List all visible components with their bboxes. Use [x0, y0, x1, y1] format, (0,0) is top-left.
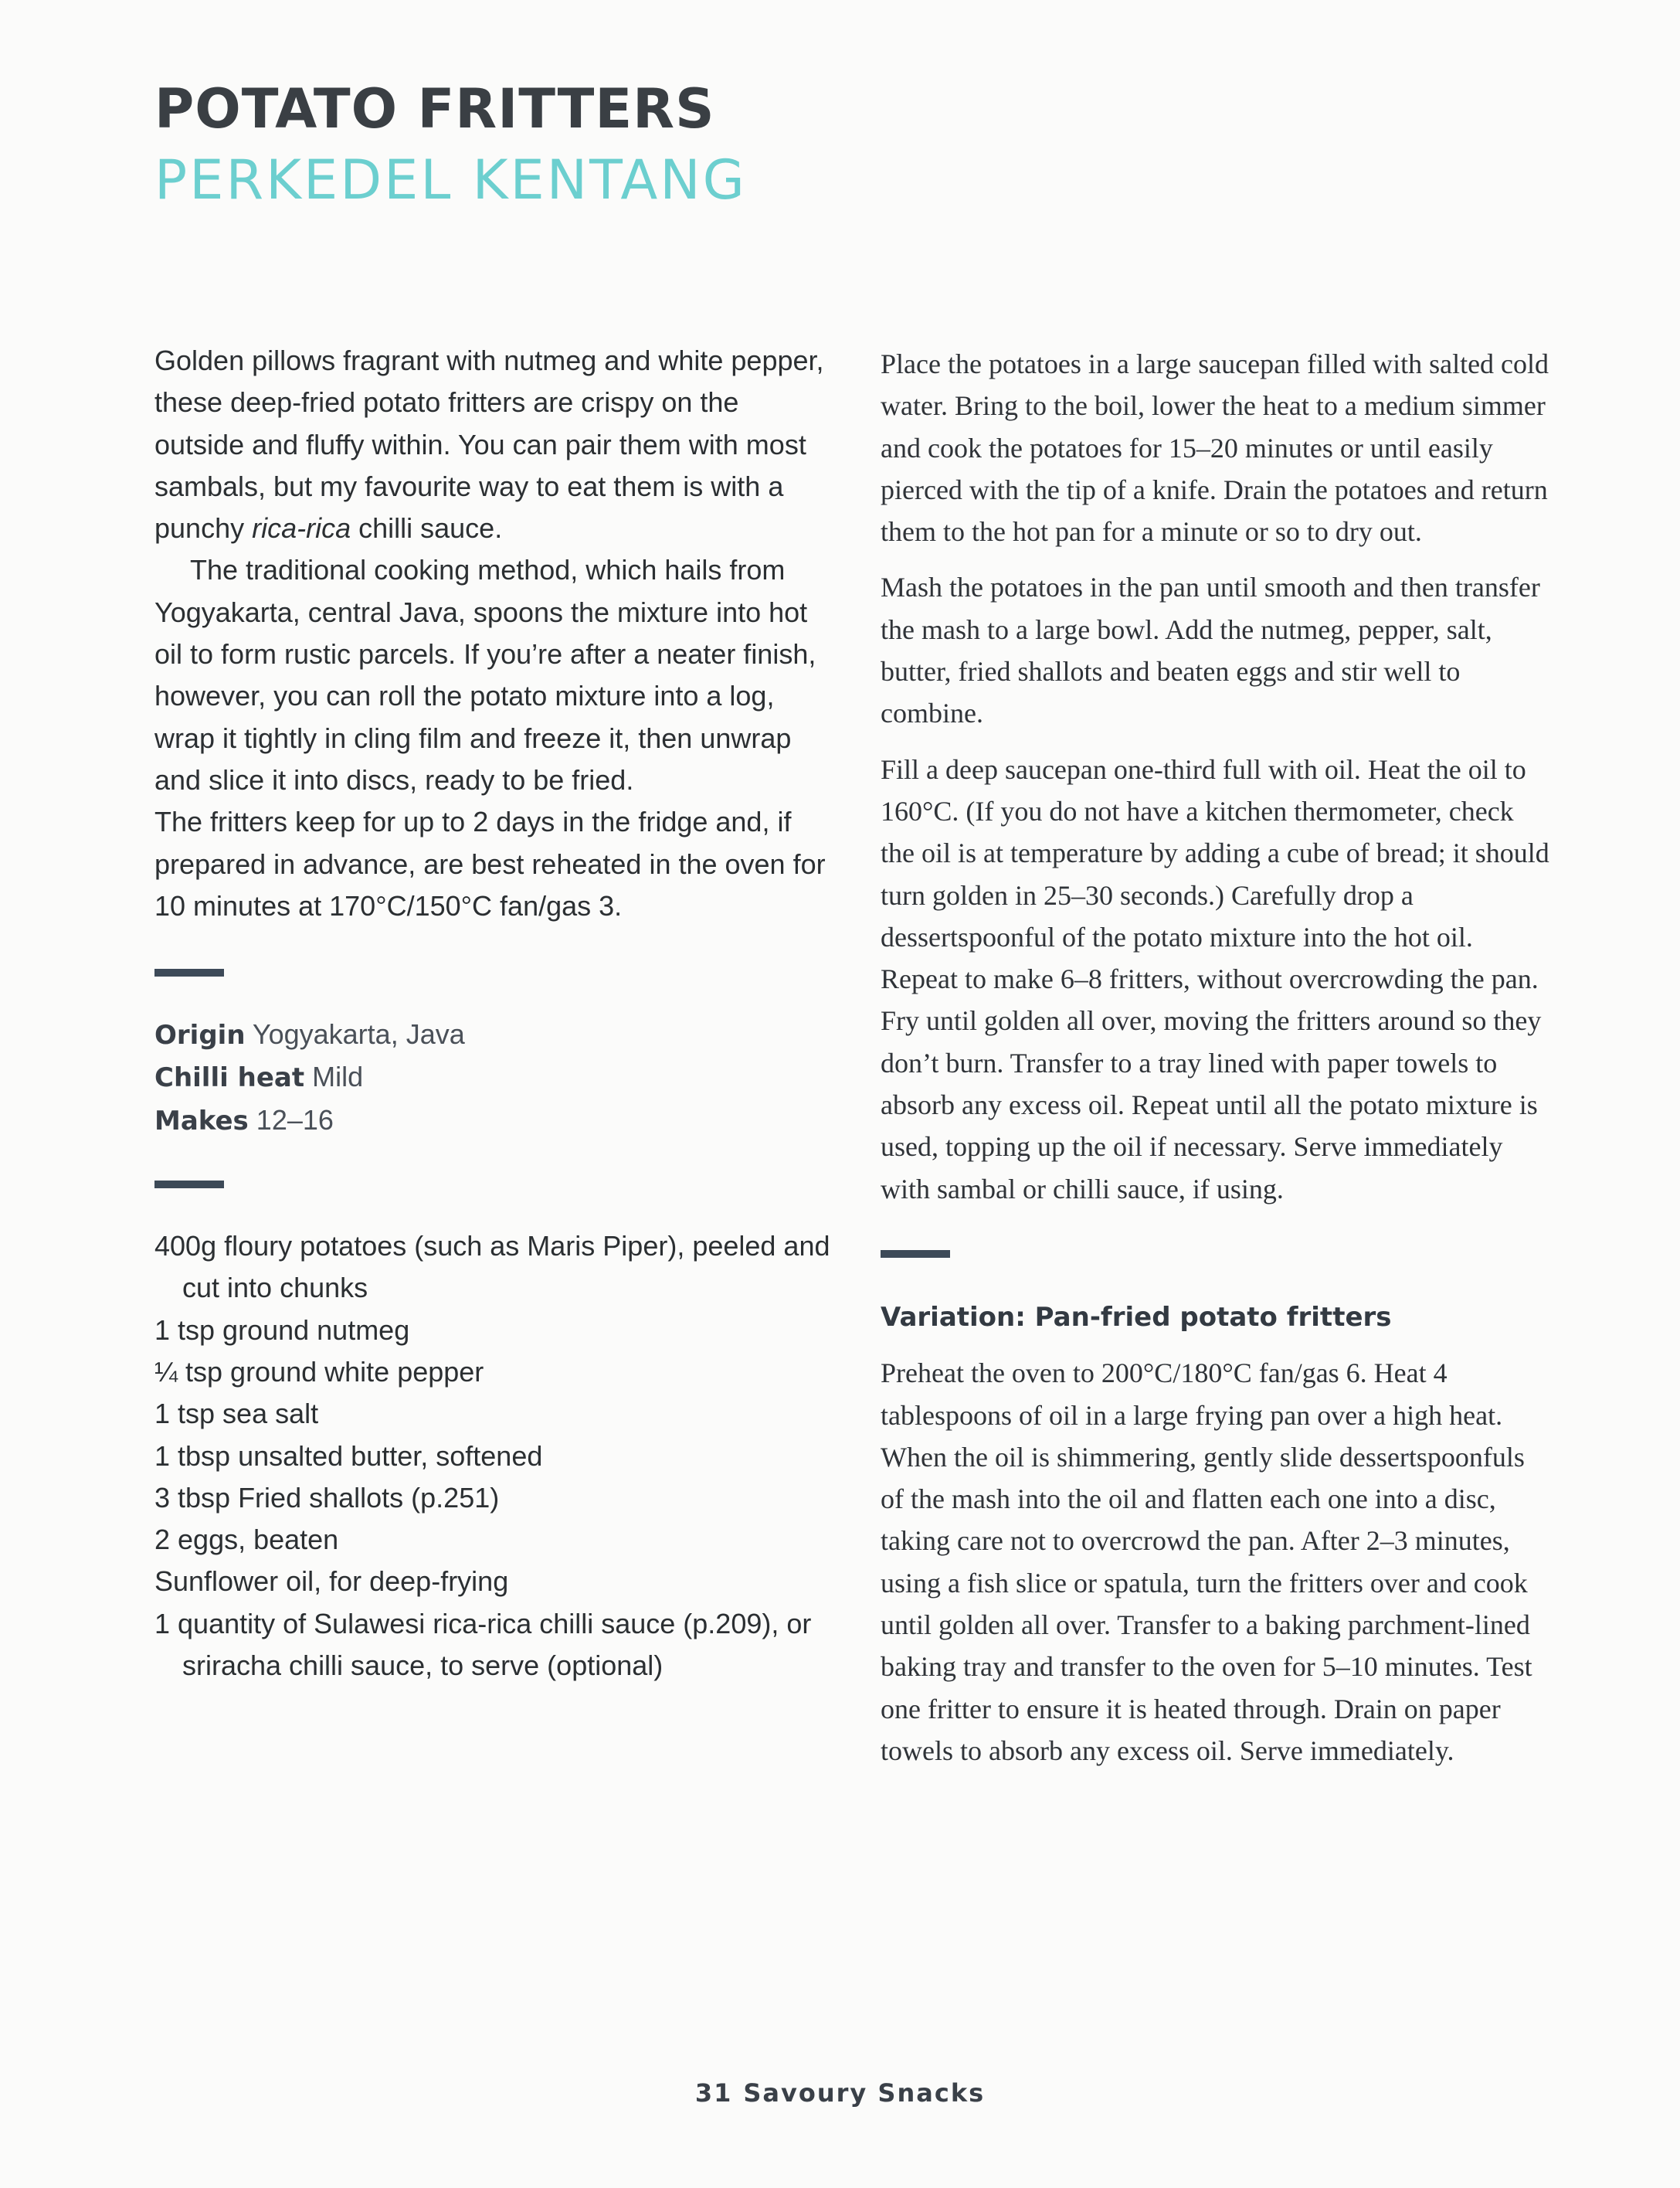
section-divider: [154, 1181, 224, 1188]
section-divider: [154, 969, 224, 977]
intro-italic-sauce: rica-rica: [252, 512, 351, 545]
ingredient-item: 3 tbsp Fried shallots (p.251): [154, 1481, 500, 1514]
ingredient-item: 1 tsp sea salt: [154, 1398, 319, 1430]
recipe-title-english: POTATO FRITTERS: [154, 77, 715, 141]
ingredient-item: 1 tbsp unsalted butter, softened: [154, 1439, 543, 1472]
meta-origin: Origin Yogyakarta, Java: [154, 1018, 465, 1052]
ingredient-item: 1 quantity of Sulawesi rica-rica chilli sauce (p.209), or sriracha chilli sauce, to serve (optional): [154, 1607, 812, 1682]
intro-paragraph-2: The traditional cooking method, which hails from Yogyakarta, central Java, spoons the mixture into hot oil to form rustic parcels. If you’re after a neater finish, however, you can roll the potato mixture into a log, wrap it tightly in cling film and freeze it, then unwrap and slice it into discs, ready to be fried.: [154, 554, 816, 796]
page-number: 31: [694, 2078, 733, 2108]
page-footer: [0, 2078, 1680, 2108]
ingredient-item: ¼ tsp ground white pepper: [154, 1355, 484, 1388]
ingredient-list: [154, 1225, 834, 1687]
intro-paragraph-1: Golden pillows fragrant with nutmeg and white pepper, these deep-fried potato fritters are crispy on the outside and fluffy within. You can pair them with most sambals, but my favourite way to eat them is with a punchy rica-rica chilli sauce.: [154, 345, 824, 545]
variation-heading: Variation: Pan-fried potato fritters: [881, 1301, 1392, 1333]
recipe-meta: [154, 1014, 834, 1142]
section-name: Savoury Snacks: [743, 2078, 986, 2108]
meta-makes: Makes 12–16: [154, 1103, 334, 1136]
method-step-3: Fill a deep saucepan one-third full with oil. Heat the oil to 160°C. (If you do not have a kitchen thermometer, check the oil is at temperature by adding a cube of bread; it should turn golden in 25–30 seconds.) Carefully drop a dessertspoonful of the potato mixture into the hot oil. Repeat to make 6–8 fritters, without overcrowding the pan. Fry until golden all over, moving the fritters around so they don’t burn. Transfer to a tray lined with paper towels to absorb any excess oil. Repeat until all the potato mixture is used, topping up the oil if necessary. Serve immediately with sambal or chilli sauce, if using.: [881, 753, 1549, 1204]
ingredient-item: 400g floury potatoes (such as Maris Piper), peeled and cut into chunks: [154, 1230, 830, 1304]
ingredient-item: 1 tsp ground nutmeg: [154, 1313, 410, 1346]
intro-paragraph-3: The fritters keep for up to 2 days in the fridge and, if prepared in advance, are best reheated in the oven for 10 minutes at 170°C/150°C fan/gas 3.: [154, 806, 826, 922]
ingredient-item: 2 eggs, beaten: [154, 1524, 339, 1556]
left-column: [154, 340, 834, 1687]
ingredient-item: Sunflower oil, for deep-frying: [154, 1565, 509, 1598]
section-divider: [881, 1250, 950, 1258]
recipe-title-indonesian: PERKEDEL KENTANG: [154, 148, 747, 212]
method-step-1: Place the potatoes in a large saucepan filled with salted cold water. Bring to the boil, lower the heat to a medium simmer and cook the potatoes for 15–20 minutes or until easily pierced with the tip of a knife. Drain the potatoes and return them to the hot pan for a minute or so to dry out.: [881, 348, 1549, 548]
variation-text: Preheat the oven to 200°C/180°C fan/gas 6. Heat 4 tablespoons of oil in a large frying pan over a high heat. When the oil is shimmering, gently slide dessertspoonfuls of the mash into the oil and flatten each one into a disc, taking care not to overcrowd the pan. After 2–3 minutes, using a fish slice or spatula, turn the fritters over and cook until golden all over. Transfer to a baking parchment-lined baking tray and transfer to the oven for 5–10 minutes. Test one fritter to ensure it is heated through. Drain on paper towels to absorb any excess oil. Serve immediately.: [881, 1357, 1532, 1766]
method-step-2: Mash the potatoes in the pan until smooth and then transfer the mash to a large bowl. Add the nutmeg, pepper, salt, butter, fried shallots and beaten eggs and stir well to combine.: [881, 572, 1540, 729]
right-column: [881, 343, 1553, 1785]
meta-chilli-heat: Chilli heat Mild: [154, 1061, 364, 1094]
